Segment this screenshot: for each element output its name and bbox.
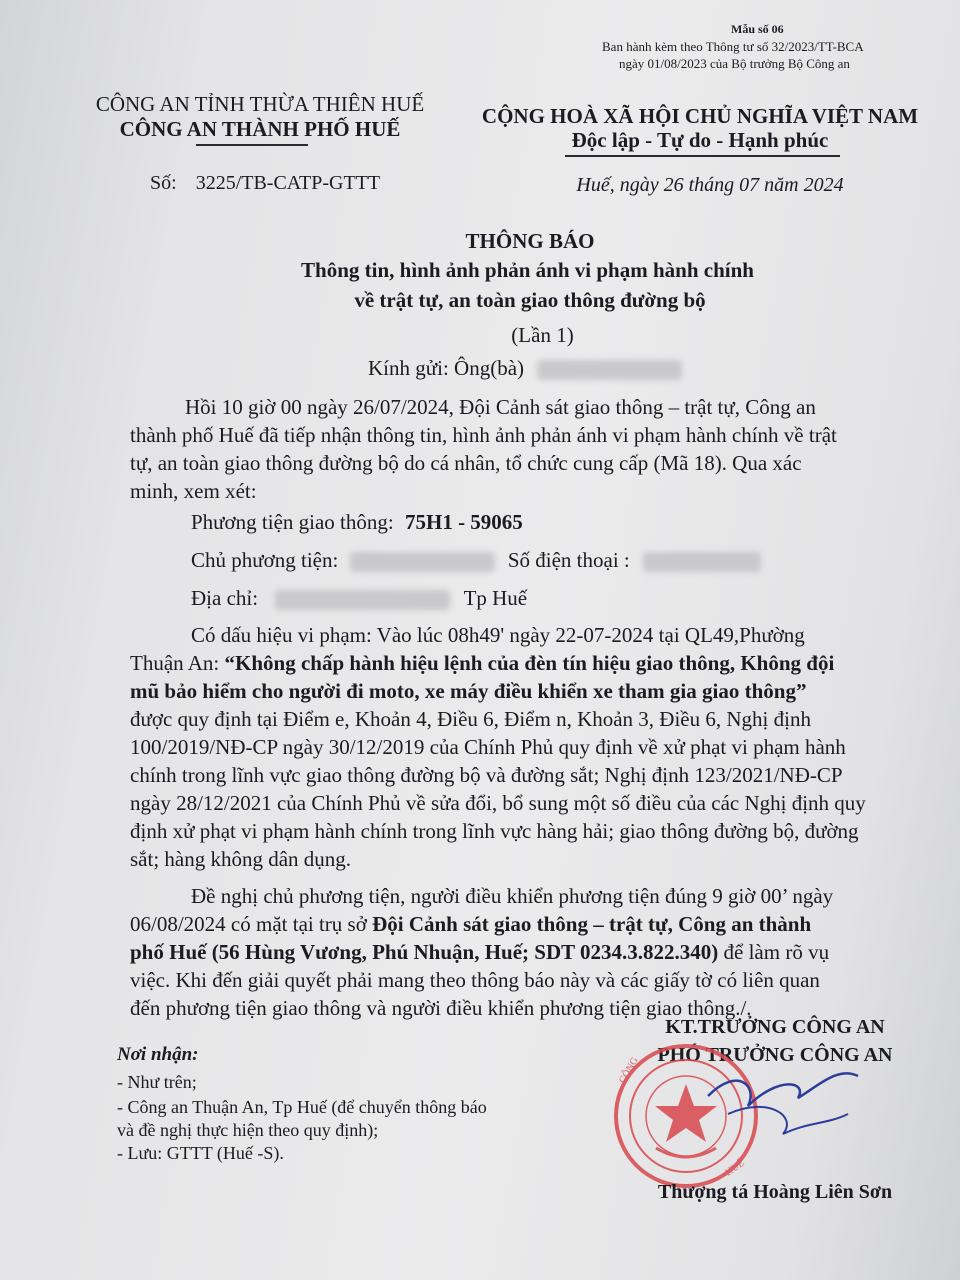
request-line-1: Đề nghị chủ phương tiện, người điều khiển phương tiện đúng 9 giờ 00’ ngày <box>191 884 834 908</box>
country-motto: Độc lập - Tự do - Hạnh phúc <box>571 128 829 152</box>
violation-line-9: sắt; hàng không dân dụng. <box>130 847 352 871</box>
violation-line-2 <box>130 649 930 677</box>
recipient-3: - Lưu: GTTT (Huế -S). <box>117 1143 284 1163</box>
request-address: phố Huế (56 Hùng Vương, Phú Nhuận, Huế; SDT 0234.3.822.340) <box>130 940 719 964</box>
form-issued-date: ngày 01/08/2023 của Bộ trưởng Bộ Công an <box>619 56 850 71</box>
intro-line-1: Hồi 10 giờ 00 ngày 26/07/2024, Đội Cảnh sát giao thông – trật tự, Công an <box>185 395 816 419</box>
recipient-2: - Công an Thuận An, Tp Huế (để chuyển thông báo <box>117 1097 487 1117</box>
violation-line-8: định xử phạt vi phạm hành chính trong lĩnh vực hàng hải; giao thông đường bộ, đường <box>130 819 859 843</box>
recipient-2-continued: và đề nghị thực hiện theo quy định); <box>117 1120 379 1140</box>
form-issued-with: Ban hành kèm theo Thông tư số 32/2023/TT-BCA <box>602 39 864 54</box>
document-title: THÔNG BÁO <box>465 229 595 253</box>
redacted-owner <box>350 552 495 572</box>
vehicle-label: Phương tiện giao thông: <box>191 510 394 534</box>
motto-underline <box>565 155 840 157</box>
intro-line-4: minh, xem xét: <box>130 479 257 503</box>
address-label: Địa chỉ: <box>191 586 259 610</box>
violation-description-2: mũ bảo hiểm cho người đi moto, xe máy điều khiển xe tham gia giao thông” <box>130 679 807 703</box>
svg-text:HUẾ: HUẾ <box>723 1157 747 1179</box>
violation-line-4: được quy định tại Điểm e, Khoản 4, Điều 6, Điểm n, Khoản 3, Điều 6, Nghị định <box>130 707 811 731</box>
address-city: Tp Huế <box>463 586 528 610</box>
violation-line-1: Có dấu hiệu vi phạm: Vào lúc 08h49' ngày 22-07-2024 tại QL49,Phường <box>191 623 805 647</box>
violation-line-7: ngày 28/12/2021 của Chính Phủ về sửa đổi, bổ sung một số điều của các Nghị định quy <box>130 791 866 815</box>
violation-ward: Thuận An: <box>130 651 225 675</box>
phone-label: Số điện thoại : <box>507 548 630 572</box>
ref-label: Số: <box>150 172 177 194</box>
request-purpose: để làm rõ vụ <box>718 940 830 964</box>
addressee-label: Kính gửi: Ông(bà) <box>368 356 525 380</box>
document-subtitle-2: về trật tự, an toàn giao thông đường bộ <box>354 288 706 312</box>
signer-role-2: PHÓ TRƯỞNG CÔNG AN <box>657 1044 893 1066</box>
violation-line-6: chính trong lĩnh vực giao thông đường bộ và đường sắt; Nghị định 123/2021/NĐ-CP <box>130 763 843 787</box>
vehicle-line <box>191 510 523 535</box>
agency-name: CÔNG AN THÀNH PHỐ HUẾ <box>119 117 401 141</box>
request-date: 06/08/2024 có mặt tại trụ sở <box>130 912 373 936</box>
intro-paragraph <box>130 393 920 505</box>
intro-line-3: tự, an toàn giao thông đường bộ do cá nhân, tổ chức cung cấp (Mã 18). Qua xác <box>130 451 802 475</box>
redacted-address <box>275 590 450 610</box>
redacted-phone <box>643 552 761 572</box>
violation-paragraph <box>130 621 930 873</box>
agency-parent: CÔNG AN TỈNH THỪA THIÊN HUẾ <box>95 92 425 116</box>
violation-line-5: 100/2019/NĐ-CP ngày 30/12/2019 của Chính Phủ quy định về xử phạt vi phạm hành <box>130 735 846 759</box>
owner-line <box>191 548 761 573</box>
ref-value: 3225/TB-CATP-GTTT <box>195 172 381 194</box>
round-number: (Lần 1) <box>511 323 574 347</box>
svg-text:CÔNG: CÔNG <box>617 1055 641 1086</box>
request-line-5: đến phương tiện giao thông và người điều khiển phương tiện giao thông./. <box>130 996 752 1020</box>
signer-role-1: KT.TRƯỞNG CÔNG AN <box>665 1016 885 1038</box>
ref-number <box>150 172 380 195</box>
agency-underline <box>196 144 308 146</box>
violation-description-1: “Không chấp hành hiệu lệnh của đèn tín hiệu giao thông, Không đội <box>224 651 835 675</box>
owner-label: Chủ phương tiện: <box>191 548 339 572</box>
address-line <box>191 586 527 611</box>
vehicle-plate: 75H1 - 59065 <box>404 510 523 534</box>
redacted-name <box>537 360 682 380</box>
request-line-4: việc. Khi đến giải quyết phải mang theo thông báo này và các giấy tờ có liên quan <box>130 968 820 992</box>
request-line-2 <box>130 910 940 938</box>
intro-line-2: thành phố Huế đã tiếp nhận thông tin, hình ảnh phản ánh vi phạm hành chính về trật <box>130 423 837 447</box>
recipient-1: - Như trên; <box>117 1072 197 1092</box>
request-paragraph <box>130 882 940 1022</box>
document-subtitle-1: Thông tin, hình ảnh phản ánh vi phạm hành chính <box>301 258 754 282</box>
request-line-3 <box>130 938 940 966</box>
country-name: CỘNG HOÀ XÃ HỘI CHỦ NGHĨA VIỆT NAM <box>481 104 919 128</box>
addressee-line <box>368 356 682 381</box>
request-office: Đội Cảnh sát giao thông – trật tự, Công an thành <box>372 912 812 936</box>
signer-name: Thượng tá Hoàng Liên Sơn <box>657 1181 893 1203</box>
official-seal-and-signature <box>608 1026 908 1196</box>
form-number: Mẫu số 06 <box>731 22 784 36</box>
document-date: Huế, ngày 26 tháng 07 năm 2024 <box>576 174 844 196</box>
recipients-title: Nơi nhận: <box>117 1044 199 1065</box>
